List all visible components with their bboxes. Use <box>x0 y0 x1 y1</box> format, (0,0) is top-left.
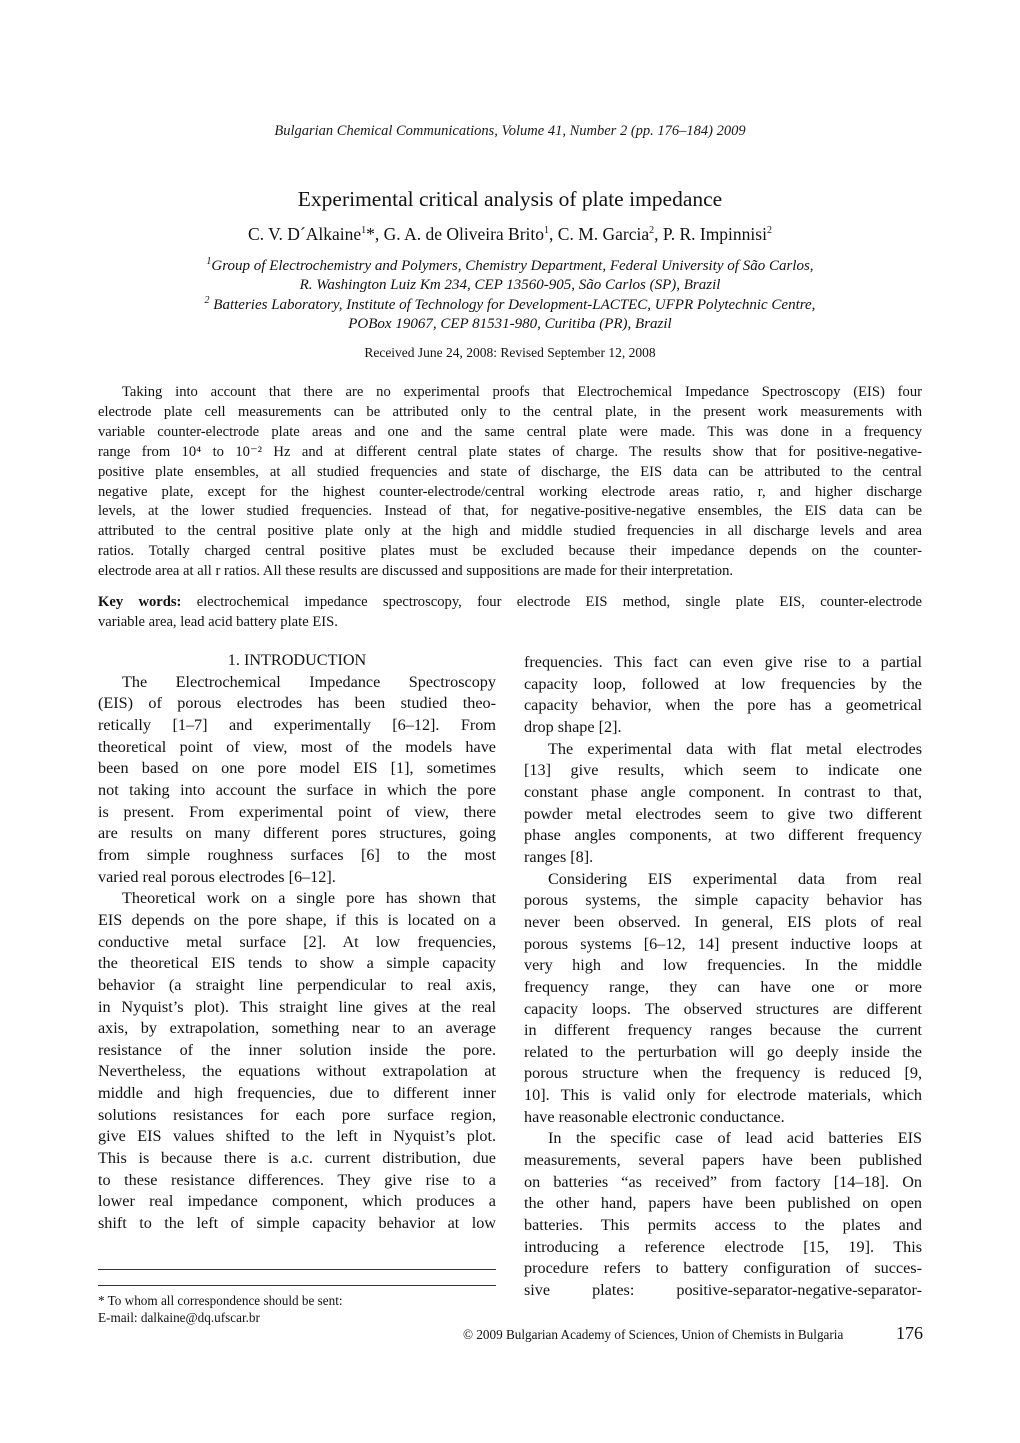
text-line: introducing a reference electrode [15, 19]. This <box>524 1237 922 1256</box>
text-line: in different frequency ranges because the current <box>524 1021 922 1040</box>
received-dates: Received June 24, 2008: Revised September 12, 2008 <box>364 345 656 360</box>
abstract-line: positive plate ensembles, at all studied frequencies and state of discharge, the EIS data can be attributed to the central <box>98 463 922 480</box>
abstract <box>98 383 922 582</box>
text-line: from simple roughness surfaces [6] to the most <box>98 845 496 864</box>
footnote-correspondence: * To whom all correspondence should be sent: <box>98 1293 343 1308</box>
author-separator: , <box>549 224 558 244</box>
text-line: to these resistance differences. They give rise to a <box>98 1170 496 1189</box>
text-line: give EIS values shifted to the left in Nyquist’s plot. <box>98 1127 496 1146</box>
author-affiliation-mark: 1 <box>544 225 550 237</box>
journal-header: Bulgarian Chemical Communications, Volume 41, Number 2 (pp. 176–184) 2009 <box>274 123 746 139</box>
text-line: very high and low frequencies. In the middle <box>524 956 922 975</box>
copyright: © 2009 Bulgarian Academy of Sciences, Union of Chemists in Bulgaria <box>463 1327 844 1342</box>
text-line: shift to the left of simple capacity behavior at low <box>98 1214 496 1233</box>
text-line: frequency range, they can have one or more <box>524 977 922 996</box>
affiliation-1-line-1: $^1$Group of Electrochemistry and Polymers, Chemistry Department, Federal University of São Carlos, <box>206 256 814 274</box>
text-line: conductive metal surface [2]. At low frequencies, <box>98 932 496 951</box>
text-line: on batteries “as received” from factory [14–18]. On <box>524 1172 922 1191</box>
paper-title: Experimental critical analysis of plate impedance <box>297 187 723 211</box>
abstract-line: range from 10⁴ to 10⁻² Hz and at different central plate states of charge. The results show that for positive-negative- <box>98 443 922 460</box>
section-heading: 1. INTRODUCTION <box>227 651 367 669</box>
keywords-text-2: variable area, lead acid battery plate EIS. <box>98 614 338 630</box>
text-line: In the specific case of lead acid batteries EIS <box>548 1129 922 1148</box>
text-line: never been observed. In general, EIS plots of real <box>524 912 922 931</box>
text-line: varied real porous electrodes [6–12]. <box>98 867 336 886</box>
text-line: frequencies. This fact can even give rise to a partial <box>524 653 922 671</box>
right-column <box>524 652 922 1302</box>
text-line: batteries. This permits access to the plates and <box>524 1216 922 1235</box>
text-line: theoretical point of view, most of the models have <box>98 737 496 756</box>
text-line: capacity behavior, when the pore has a geometrical <box>524 696 922 715</box>
footnote-email: E-mail: dalkaine@dq.ufscar.br <box>98 1310 260 1325</box>
text-line: procedure refers to battery configuration of succes- <box>524 1259 922 1278</box>
text-line: are results on many different pores structures, going <box>98 824 496 843</box>
keywords-text: electrochemical impedance spectroscopy, four electrode EIS method, single plate EIS, counter-electrode <box>181 594 922 610</box>
affiliation-1-line-2: R. Washington Luiz Km 234, CEP 13560-905, São Carlos (SP), Brazil <box>299 277 721 293</box>
author-affiliation-mark: 2 <box>766 225 772 237</box>
authors <box>0 224 1020 245</box>
abstract-line: ratios. Totally charged central positive plates must be excluded because their impedance depends on the counter- <box>98 543 922 560</box>
author-affiliation-mark: 1 <box>361 225 367 237</box>
text-line: solutions resistances for each pore surface region, <box>98 1105 496 1124</box>
abstract-line: Taking into account that there are no experimental proofs that Electrochemical Impedance Spectroscopy (EIS) four <box>122 384 922 400</box>
text-line: related to the perturbation will go deeply inside the <box>524 1042 922 1061</box>
text-line: phase angles components, at two different frequency <box>524 826 922 845</box>
text-line: [13] give results, which seem to indicate one <box>524 761 922 780</box>
text-line: the other hand, papers have been published on open <box>524 1194 922 1213</box>
author-separator: , <box>654 224 663 244</box>
footnote <box>98 1292 343 1326</box>
text-line: retically [1–7] and experimentally [6–12]. From <box>98 715 496 734</box>
text-line: sive plates: positive-separator-negative-separator- <box>524 1281 922 1300</box>
text-line: middle and high frequencies, due to different inner <box>98 1084 496 1103</box>
abstract-line: negative plate, except for the highest counter-electrode/central working electrode areas ratio, r, and higher discharge <box>98 483 922 500</box>
author-name: G. A. de Oliveira Brito <box>383 224 545 244</box>
text-line: Nevertheless, the equations without extrapolation at <box>98 1062 496 1081</box>
text-line: Theoretical work on a single pore has shown that <box>122 889 496 908</box>
text-line: porous systems [6–12, 14] present inductive loops at <box>524 934 922 953</box>
text-line: powder metal electrodes seem to give two different <box>524 804 922 823</box>
text-line: not taking into account the surface in which the pore <box>98 780 496 799</box>
text-line: ranges [8]. <box>524 847 594 866</box>
text-line: measurements, several papers have been published <box>524 1151 922 1170</box>
text-line: capacity loops. The observed structures are different <box>524 999 922 1018</box>
abstract-line: variable counter-electrode plate areas and one and the same central plate were made. This was done in a frequency <box>98 423 922 440</box>
affiliation-2-line-1: $^2$ Batteries Laboratory, Institute of Technology for Development-LACTEC, UFPR Polytechnic Centre, <box>204 295 816 313</box>
author-name: C. V. D´Alkaine <box>248 224 362 244</box>
author-name: P. R. Impinnisi <box>662 224 767 244</box>
text-line: been based on one pore model EIS [1], sometimes <box>98 759 496 778</box>
text-line: constant phase angle component. In contrast to that, <box>524 782 922 801</box>
text-line: The experimental data with flat metal electrodes <box>548 739 922 758</box>
abstract-line: electrode area at all r ratios. All these results are discussed and suppositions are made for their interpretation. <box>98 563 734 580</box>
text-line: resistance of the inner solution inside the pore. <box>98 1040 496 1059</box>
column-end-rule <box>98 1269 496 1270</box>
text-line: in Nyquist’s plot). This straight line gives at the real <box>98 997 496 1016</box>
text-line: lower real impedance component, which produces a <box>98 1192 496 1211</box>
text-line: capacity loop, followed at low frequencies by the <box>524 674 922 693</box>
text-line: is present. From experimental point of view, there <box>98 802 496 821</box>
affiliation-2-line-2: POBox 19067, CEP 81531-980, Curitiba (PR), Brazil <box>348 316 672 332</box>
text-line: porous systems, the simple capacity behavior has <box>524 891 922 910</box>
abstract-line: electrode plate cell measurements can be attributed only to the central plate, in the present work measurements with <box>98 403 922 420</box>
left-column <box>98 650 496 1235</box>
keywords <box>98 592 922 632</box>
author-name: C. M. Garcia <box>557 224 650 244</box>
keywords-label: Key words: <box>98 594 182 610</box>
text-line: drop shape [2]. <box>524 717 622 736</box>
footnote-rule <box>98 1285 496 1286</box>
abstract-line: attributed to the central positive plate only at the high and middle studied frequencies in all discharge levels and area <box>98 523 922 540</box>
text-line: have reasonable electronic conductance. <box>524 1107 785 1126</box>
text-line: EIS depends on the pore shape, if this is located on a <box>98 910 496 929</box>
author-separator: *, <box>366 224 384 244</box>
page-number: 176 <box>896 1323 923 1343</box>
text-line: (EIS) of porous electrodes has been studied theo- <box>98 694 496 713</box>
text-line: axis, by extrapolation, something near to an average <box>98 1019 496 1038</box>
text-line: This is because there is a.c. current distribution, due <box>98 1149 496 1168</box>
text-line: The Electrochemical Impedance Spectroscopy <box>122 672 496 691</box>
author-affiliation-mark: 2 <box>649 225 655 237</box>
text-line: the theoretical EIS tends to show a simple capacity <box>98 954 496 973</box>
text-line: Considering EIS experimental data from real <box>548 869 922 888</box>
text-line: porous structure when the frequency is reduced [9, <box>524 1064 922 1083</box>
abstract-line: levels, at the lower studied frequencies. Instead of that, for negative-positive-negative ensembles, the EIS data can be <box>98 503 922 520</box>
text-line: behavior (a straight line perpendicular to real axis, <box>98 975 496 994</box>
text-line: 10]. This is valid only for electrode materials, which <box>524 1086 922 1105</box>
